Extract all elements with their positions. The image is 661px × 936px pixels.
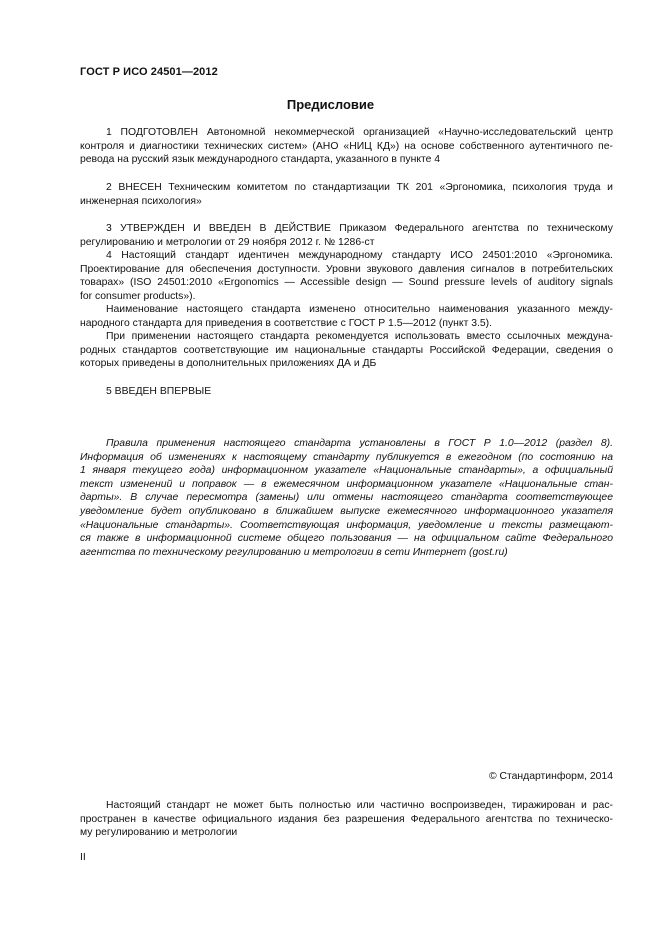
item-3-line: регулированию и метрологии от 29 ноября 2012 г. № 1286-ст [80,236,375,248]
note-line: Наименование настоящего стандарта изменено относительно наименования указанного между- [106,304,613,315]
rules-line: уведомление будет опубликовано в ближайшем выпуске ежемесячного информационного указателя [80,505,613,517]
document-code: ГОСТ Р ИСО 24501—2012 [80,66,218,78]
notice-line: Настоящий стандарт не может быть полностью или частично воспроизведен, тиражирован и рас- [106,800,613,811]
item-4-line: for consumer products»). [80,290,196,302]
item-4-note-name [80,303,613,330]
note-line: При применении настоящего стандарта рекомендуется использовать вместо ссылочных междуна- [106,331,613,342]
item-3 [80,222,613,249]
rules-note [80,437,613,559]
item-1 [80,126,613,167]
rules-line: Информация об изменениях к настоящему стандарту публикуется в ежегодном (по состоянию на [80,451,613,463]
item-4-note-refs [80,330,613,371]
item-5-line: 5 ВВЕДЕН ВПЕРВЫЕ [106,386,212,397]
reproduction-notice [80,799,613,840]
rules-line: «Национальные стандарты». Соответствующая информация, уведомление и тексты размещают- [80,519,613,531]
item-1-line: ревода на русский язык международного стандарта, указанного в пункте 4 [80,154,441,166]
notice-line: пространен в качестве официального издания без разрешения Федерального агентства по техническо- [80,813,613,825]
rules-line: дарты». В случае пересмотра (замены) или отмены настоящего стандарта соответствующее [80,492,613,504]
notice-line: му регулированию и метрологии [80,827,238,839]
item-2-line: инженерная психология» [80,195,202,207]
note-line: которых приведены в дополнительных приложениях ДА и ДБ [80,358,377,370]
item-2-line: 2 ВНЕСЕН Техническим комитетом по стандартизации ТК 201 «Эргономика, психология труда и [106,182,613,193]
rules-line: ся также в информационной системе общего пользования — на официальном сайте Федерального [80,533,613,545]
item-3-line: 3 УТВЕРЖДЕН И ВВЕДЕН В ДЕЙСТВИЕ Приказом Федерального агентства по техническому [106,223,613,234]
page-number: II [80,852,86,863]
note-line: родных стандартов соответствующие им национальные стандарты Российской Федерации, сведения о [80,344,613,356]
rules-line: агентства по техническому регулированию и метрологии в сети Интернет (gost.ru) [80,546,508,558]
item-4-line: 4 Настоящий стандарт идентичен международному стандарту ИСО 24501:2010 «Эргономика. [106,250,613,261]
page-title: Предисловие [286,97,375,112]
item-5 [80,385,613,399]
item-4-line: Проектирование для обеспечения доступности. Уровни звукового давления сигналов в потребительских [80,263,613,275]
item-1-line: 1 ПОДГОТОВЛЕН Автономной некоммерческой организацией «Научно-исследовательский центр [106,127,613,138]
item-4-line: товарах» (ISO 24501:2010 «Ergonomics — Accessible design — Sound pressure levels of auditory signals [80,277,613,289]
copyright: © Стандартинформ, 2014 [488,771,613,782]
note-line: народного стандарта для приведения в соответствие с ГОСТ Р 1.5—2012 (пункт 3.5). [80,317,493,329]
item-4 [80,249,613,303]
item-2 [80,181,613,208]
rules-line: 1 января текущего года) информационном указателе «Национальные стандарты», а официальный [80,465,613,477]
rules-line: текст изменений и поправок — в ежемесячном информационном указателе «Национальные стан- [80,478,613,490]
item-1-line: контроля и диагностики технических систем» (АНО «НИЦ КД») на основе собственного аутентичного пе- [80,140,613,152]
rules-line: Правила применения настоящего стандарта установлены в ГОСТ Р 1.0—2012 (раздел 8). [106,438,613,449]
